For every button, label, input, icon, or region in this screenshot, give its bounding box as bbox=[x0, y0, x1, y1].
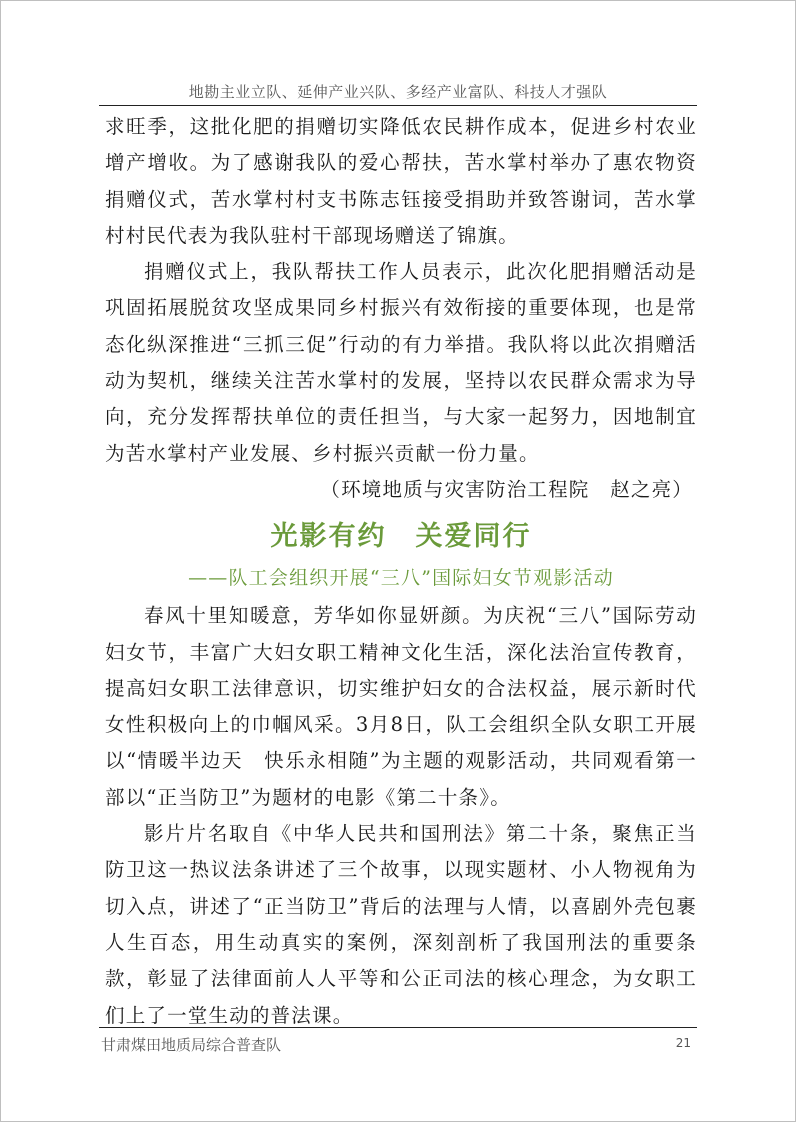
page-number: 21 bbox=[675, 1036, 691, 1050]
article1-paragraph-2: 捐赠仪式上，我队帮扶工作人员表示，此次化肥捐赠活动是巩固拓展脱贫攻坚成果同乡村振兴有效衔接的重要体现，也是常态化纵深推进“三抓三促”行动的有力举措。我队将以此次捐赠活动为契机，继续关注苦水掌村的发展，坚持以农民群众需求为导向，充分发挥帮扶单位的责任担当，与大家一起努力，因地制宜为苦水掌村产业发展、乡村振兴贡献一份力量。 bbox=[105, 260, 697, 465]
footer-divider bbox=[99, 1027, 697, 1028]
article1-paragraph-continued: 求旺季，这批化肥的捐赠切实降低农民耕作成本，促进乡村农业增产增收。为了感谢我队的爱心帮扶，苦水掌村举办了惠农物资捐赠仪式，苦水掌村村支书陈志钰接受捐助并致答谢词，苦水掌村村民代表为我队驻村干部现场赠送了锦旗。 bbox=[105, 115, 697, 247]
page-body bbox=[105, 109, 697, 1034]
article1-author: （环境地质与灾害防治工程院 赵之亮） bbox=[320, 477, 693, 501]
article2-subtitle: ——队工会组织开展“三八”国际妇女节观影活动 bbox=[188, 567, 614, 590]
article2-title: 光影有约 关爱同行 bbox=[270, 521, 532, 553]
article2-paragraph-1: 春风十里知暖意，芳华如你显妍颜。为庆祝“三八”国际劳动妇女节，丰富广大妇女职工精神文化生活，深化法治宣传教育，提高妇女职工法律意识，切实维护妇女的合法权益，展示新时代女性积极向上的巾帼风采。3月8日，队工会组织全队女职工开展以“情暖半边天 快乐永相随”为主题的观影活动，共同观看第一部以“正当防卫”为题材的电影《第二十条》。 bbox=[105, 604, 697, 809]
header-divider bbox=[99, 105, 697, 106]
article2-paragraph-2: 影片片名取自《中华人民共和国刑法》第二十条，聚焦正当防卫这一热议法条讲述了三个故事，以现实题材、小人物视角为切入点，讲述了“正当防卫”背后的法理与人情，以喜剧外壳包裹人生百态，用生动真实的案例，深刻剖析了我国刑法的重要条款，彰显了法律面前人人平等和公正司法的核心理念，为女职工们上了一堂生动的普法课。 bbox=[105, 822, 697, 1027]
footer-organization: 甘肃煤田地质局综合普查队 bbox=[101, 1036, 282, 1054]
page-header-slogan: 地勘主业立队、延伸产业兴队、多经产业富队、科技人才强队 bbox=[188, 83, 608, 101]
